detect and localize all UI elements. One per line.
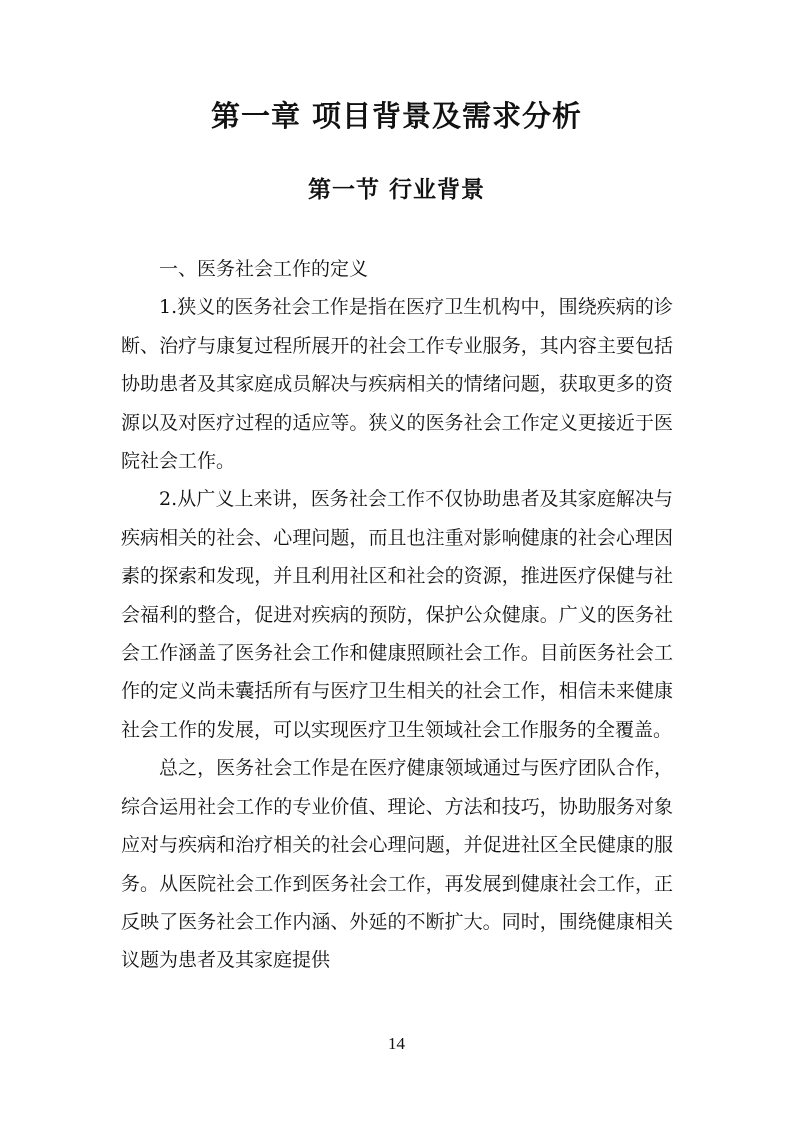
page-number: 14 <box>388 1034 405 1053</box>
paragraph-summary: 总之，医务社会工作是在医疗健康领域通过与医疗团队合作，综合运用社会工作的专业价值、理论、方法和技巧，协助服务对象应对与疾病和治疗相关的社会心理问题，并促进社区全民健康的服务。从医院社会工作到医务社会工作，再发展到健康社会工作，正反映了医务社会工作内涵、外延的不断扩大。同时，围绕健康相关议题为患者及其家庭提供 <box>121 757 673 972</box>
paragraph-narrow-definition: 1.狭义的医务社会工作是指在医疗卫生机构中，围绕疾病的诊断、治疗与康复过程所展开的社会工作专业服务，其内容主要包括协助患者及其家庭成员解决与疾病相关的情绪问题，获取更多的资源以及对医疗过程的适应等。狭义的医务社会工作定义更接近于医院社会工作。 <box>121 296 673 473</box>
body-text <box>121 250 673 980</box>
subheading-definition: 一、医务社会工作的定义 <box>159 258 369 280</box>
paragraph-broad-definition: 2.从广义上来讲，医务社会工作不仅协助患者及其家庭解决与疾病相关的社会、心理问题，而且也注重对影响健康的社会心理因素的探索和发现，并且利用社区和社会的资源，推进医疗保健与社会福利的整合，促进对疾病的预防，保护公众健康。广义的医务社会工作涵盖了医务社会工作和健康照顾社会工作。目前医务社会工作的定义尚未囊括所有与医疗卫生相关的社会工作，相信未来健康社会工作的发展，可以实现医疗卫生领域社会工作服务的全覆盖。 <box>121 488 673 741</box>
chapter-title: 第一章 项目背景及需求分析 <box>210 99 583 133</box>
section-title: 第一节 行业背景 <box>307 177 485 203</box>
